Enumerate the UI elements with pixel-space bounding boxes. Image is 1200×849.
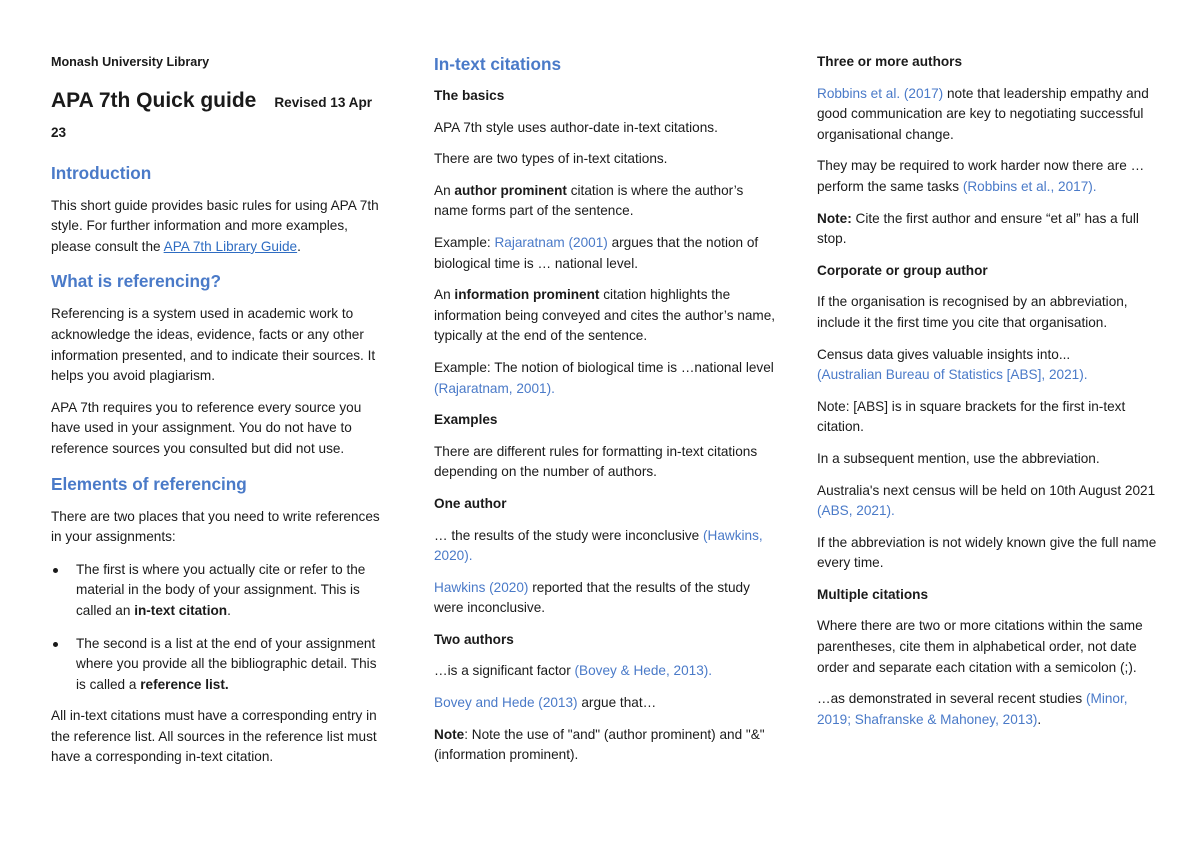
two-authors-note xyxy=(434,725,779,766)
intro-end: . xyxy=(297,238,301,254)
multi-p2-end: . xyxy=(1037,711,1042,727)
two-authors-paragraph-1 xyxy=(434,661,779,682)
corp-paragraph-2 xyxy=(817,345,1157,386)
corp-paragraph-4: In a subsequent mention, use the abbreviation. xyxy=(817,450,1100,466)
elements-list xyxy=(51,560,386,696)
list-item xyxy=(51,634,386,696)
multi-p2-citation: (Minor, 2019; Shafranske & Mahoney, 2013) xyxy=(817,691,1128,727)
example-2-paragraph xyxy=(434,358,779,399)
ap-pre: An xyxy=(434,182,451,198)
one-author-paragraph-1 xyxy=(434,526,779,567)
intro-paragraph xyxy=(51,196,386,258)
apa-guide-link[interactable]: APA 7th Library Guide xyxy=(163,238,298,254)
three-note-text: Cite the first author and ensure “et al” has a full stop. xyxy=(817,210,1139,247)
corp-paragraph-1: If the organisation is recognised by an abbreviation, include it the first time you cite that organisation. xyxy=(817,294,1128,330)
ex1-pre: Example: xyxy=(434,234,491,250)
bullet-icon xyxy=(53,642,58,647)
column-1 xyxy=(51,52,386,768)
heading-multiple-citations: Multiple citations xyxy=(817,586,929,602)
heading-two-authors: Two authors xyxy=(434,631,514,647)
one-p2-post: reported that the results of the study were inconclusive. xyxy=(434,579,750,616)
revised-date: Revised 13 Apr 23 xyxy=(51,94,373,140)
one-author-paragraph-2 xyxy=(434,578,779,619)
bullet-icon xyxy=(53,568,58,573)
examples-paragraph: There are different rules for formatting in-text citations depending on the number of authors. xyxy=(434,443,758,480)
corp-paragraph-6: If the abbreviation is not widely known give the full name every time. xyxy=(817,534,1157,571)
heading-corporate-author: Corporate or group author xyxy=(817,262,988,278)
author-prominent-paragraph xyxy=(434,181,779,222)
page-title xyxy=(51,87,386,147)
list-item xyxy=(51,560,386,622)
ap-bold: author prominent xyxy=(454,182,567,198)
example-1-paragraph xyxy=(434,233,779,274)
three-p1-post: note that leadership empathy and good communication are key to negotiating successful organisational change. xyxy=(817,85,1149,142)
ex1-post: argues that the notion of biological time is … national level. xyxy=(434,234,759,271)
one-p1-citation: (Hawkins, 2020). xyxy=(434,527,763,564)
bullet1-text: The first is where you actually cite or refer to the material in the body of your assignment. This is called an xyxy=(76,561,366,618)
two-authors-paragraph-2 xyxy=(434,693,779,714)
intro-text: This short guide provides basic rules for using APA 7th style. For further information and more examples, please consult the xyxy=(51,197,379,254)
two-p1-pre: …is a significant factor xyxy=(434,663,571,679)
column-3 xyxy=(817,52,1157,730)
two-p1-citation: (Bovey & Hede, 2013). xyxy=(574,663,713,679)
two-p2-citation: Bovey and Hede (2013) xyxy=(434,695,578,711)
basics-paragraph-2: There are two types of in-text citations. xyxy=(434,151,668,167)
ex1-citation: Rajaratnam (2001) xyxy=(494,234,608,250)
corp-p2-citation: (Australian Bureau of Statistics [ABS], 2021). xyxy=(817,367,1088,383)
note-text: : Note the use of "and" (author prominent) and "&" (information prominent). xyxy=(434,726,765,763)
heading-one-author: One author xyxy=(434,495,507,511)
bullet1-bold: in-text citation xyxy=(134,602,228,618)
heading-three-or-more: Three or more authors xyxy=(817,54,963,69)
bullet2-bold: reference list. xyxy=(140,676,229,692)
corp-paragraph-5 xyxy=(817,481,1157,522)
heading-elements: Elements of referencing xyxy=(51,473,247,494)
corp-p5-pre: Australia's next census will be held on 10th August 2021 xyxy=(817,482,1156,498)
ex2-citation: (Rajaratnam, 2001). xyxy=(434,380,555,396)
three-p2-pre: They may be required to work harder now there are … perform the same tasks xyxy=(817,158,1145,194)
three-p2-citation: (Robbins et al., 2017). xyxy=(962,178,1097,194)
ex2-pre: Example: The notion of biological time is …national level xyxy=(434,359,774,375)
what-paragraph-2: APA 7th requires you to reference every source you have used in your assignment. You do not have to reference sources you consulted but did not use. xyxy=(51,399,362,456)
three-note-bold: Note: xyxy=(817,210,852,226)
heading-what-is-referencing: What is referencing? xyxy=(51,271,221,292)
multi-p2-pre: …as demonstrated in several recent studies xyxy=(817,691,1083,707)
three-paragraph-2 xyxy=(817,156,1157,197)
title-text: APA 7th Quick guide xyxy=(51,88,257,112)
one-p2-citation: Hawkins (2020) xyxy=(434,579,529,595)
three-paragraph-1 xyxy=(817,84,1157,146)
heading-in-text-citations: In-text citations xyxy=(434,54,562,74)
multi-paragraph-1: Where there are two or more citations within the same parentheses, cite them in alphabetical order, not date order and separate each citation with a semicolon (;). xyxy=(817,618,1143,675)
corp-p5-citation: (ABS, 2021). xyxy=(817,503,895,519)
three-note xyxy=(817,209,1157,250)
bullet2-text: The second is a list at the end of your assignment where you provide all the bibliographic detail. This is called a xyxy=(76,635,377,692)
bullet1-end: . xyxy=(227,602,231,618)
corp-paragraph-3: Note: [ABS] is in square brackets for the first in-text citation. xyxy=(817,398,1126,435)
multi-paragraph-2 xyxy=(817,689,1157,730)
information-prominent-paragraph xyxy=(434,285,779,347)
heading-the-basics: The basics xyxy=(434,88,505,103)
elements-paragraph-1: There are two places that you need to write references in your assignments: xyxy=(51,508,380,545)
ap-post: citation is where the author’s name forms part of the sentence. xyxy=(434,182,744,219)
corp-p2-pre: Census data gives valuable insights into... xyxy=(817,346,1071,362)
three-p1-citation: Robbins et al. (2017) xyxy=(817,85,944,101)
ip-bold: information prominent xyxy=(454,287,600,303)
column-2 xyxy=(434,52,779,766)
elements-paragraph-2: All in-text citations must have a corresponding entry in the reference list. All sources in the reference list must have a corresponding in-text citation. xyxy=(51,708,377,765)
ip-pre: An xyxy=(434,287,451,303)
heading-examples: Examples xyxy=(434,412,498,428)
ip-post: citation highlights the information being conveyed and cites the author’s name, typically at the end of the sentence. xyxy=(434,287,776,344)
library-name: Monash University Library xyxy=(51,55,210,69)
one-p1-pre: … the results of the study were inconclusive xyxy=(434,527,700,543)
heading-introduction: Introduction xyxy=(51,162,152,183)
note-bold: Note xyxy=(434,726,465,742)
two-p2-post: argue that… xyxy=(581,695,657,711)
what-paragraph-1: Referencing is a system used in academic work to acknowledge the ideas, evidence, facts or any other information presented, and to indicate their sources. It helps you avoid plagiarism. xyxy=(51,306,376,384)
basics-paragraph-1: APA 7th style uses author-date in-text citations. xyxy=(434,119,718,135)
